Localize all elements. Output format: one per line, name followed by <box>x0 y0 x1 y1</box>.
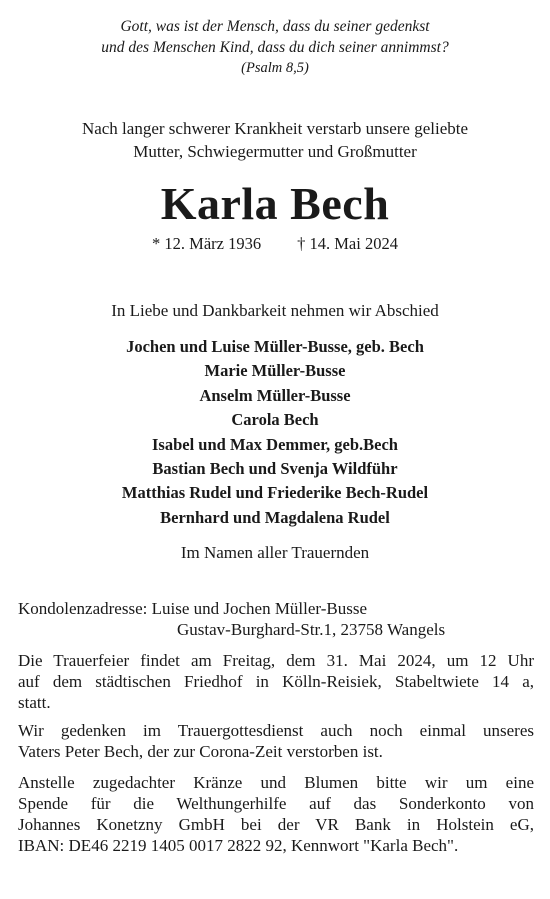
bible-quote <box>0 16 550 79</box>
announcement-line: Nach langer schwerer Krankheit verstarb unsere geliebte <box>81 119 469 138</box>
memorial-info <box>18 720 534 762</box>
condolence-recipient: Luise und Jochen Müller-Busse <box>151 599 368 618</box>
donation-line: Anstelle zugedachter Kränze und Blumen bitte wir um eine <box>18 773 534 792</box>
condolence-label: Kondolenzadresse: <box>18 599 148 618</box>
condolence-street: Gustav-Burghard-Str.1, 23758 Wangels <box>177 620 446 639</box>
announcement-text <box>0 117 550 163</box>
memorial-line: Wir gedenken im Trauergottesdienst auch noch einmal unseres <box>18 721 534 740</box>
memorial-line: Vaters Peter Bech, der zur Corona-Zeit verstorben ist. <box>18 742 383 761</box>
life-dates <box>0 233 550 255</box>
donation-line: Spende für die Welthungerhilfe auf das Sonderkonto von <box>18 794 534 813</box>
death-date: † 14. Mai 2024 <box>297 234 398 253</box>
funeral-line: statt. <box>18 693 51 712</box>
donation-line: IBAN: DE46 2219 1405 0017 2822 92, Kennwort "Karla Bech". <box>18 836 459 855</box>
mourners-list <box>0 335 550 530</box>
mourner-entry: Isabel und Max Demmer, geb.Bech <box>152 434 398 454</box>
mourner-entry: Anselm Müller-Busse <box>199 385 351 405</box>
funeral-info <box>18 650 534 713</box>
condolence-address <box>18 598 445 640</box>
mourner-entry: Bernhard und Magdalena Rudel <box>160 507 390 527</box>
birth-date: * 12. März 1936 <box>152 234 262 253</box>
quote-reference: (Psalm 8,5) <box>241 60 309 76</box>
mourner-entry: Jochen und Luise Müller-Busse, geb. Bech <box>126 337 424 356</box>
closing-text: Im Namen aller Trauernden <box>180 543 370 562</box>
mourner-entry: Carola Bech <box>231 410 319 430</box>
quote-line: und des Menschen Kind, dass du dich seiner annimmst? <box>101 39 449 56</box>
quote-line: Gott, was ist der Mensch, dass du seiner gedenkst <box>120 18 430 35</box>
mourner-entry: Matthias Rudel und Friederike Bech-Rudel <box>121 483 429 503</box>
donation-line: Johannes Konetzny GmbH bei der VR Bank in Holstein eG, <box>18 815 534 834</box>
announcement-line: Mutter, Schwiegermutter und Großmutter <box>133 142 417 161</box>
funeral-line: auf dem städtischen Friedhof in Kölln-Reisiek, Stabeltwiete 14 a, <box>18 672 534 691</box>
farewell-text: In Liebe und Dankbarkeit nehmen wir Abschied <box>111 301 439 320</box>
deceased-name: Karla Bech <box>160 178 390 229</box>
funeral-line: Die Trauerfeier findet am Freitag, dem 31. Mai 2024, um 12 Uhr <box>18 651 534 670</box>
mourner-entry: Marie Müller-Busse <box>204 361 346 381</box>
donation-info <box>18 772 534 856</box>
mourner-entry: Bastian Bech und Svenja Wildführ <box>152 459 398 479</box>
